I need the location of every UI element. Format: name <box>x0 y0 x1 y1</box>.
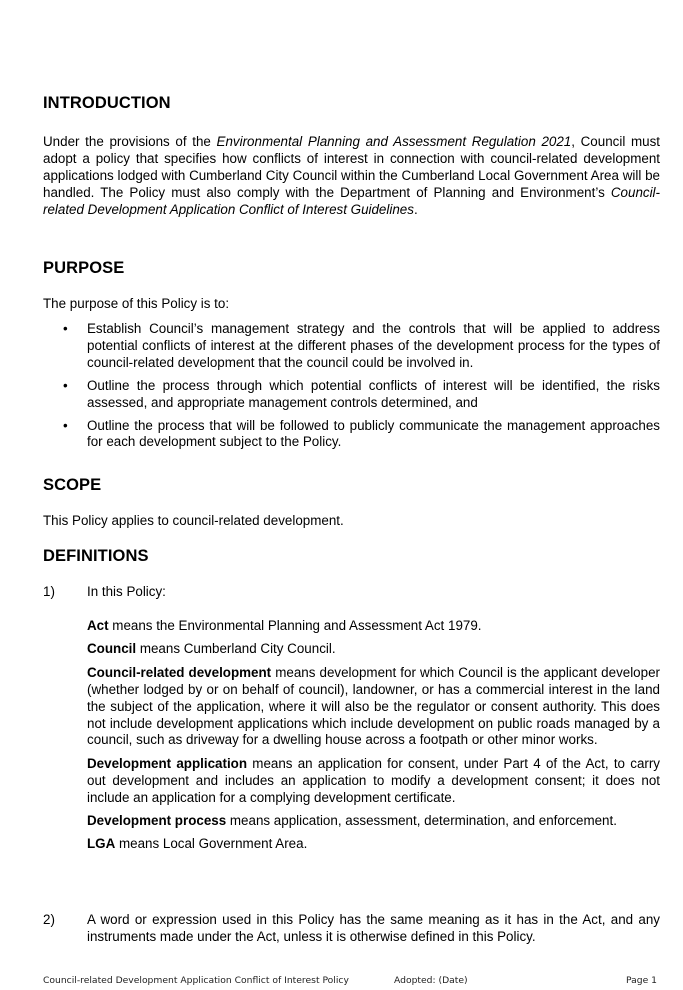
item-text: In this Policy: <box>87 584 166 599</box>
definition-item: Development application means an application for consent, under Part 4 of the Act, to carry out development and includes an application to modify a development consent; it does not include an application for a complying development certificate. <box>87 755 661 805</box>
definition-item: Council-related development means development for which Council is the applicant developer (whether lodged by or on behalf of council), landowner, or has a commercial interest in the land the subject of the application, where it will also be the regulator or consent authority. This does not include development applications which include development on public roads managed by a council, such as driveway for a dwelling house across a footpath or other minor works. <box>87 664 660 748</box>
item-number: 2) <box>43 912 55 927</box>
definition-item: Development process means application, assessment, determination, and enforcement. <box>87 813 617 829</box>
scope-text: This Policy applies to council-related development. <box>43 513 344 528</box>
purpose-bullet: • Outline the process that will be followed to publicly communicate the management approaches for each development subject to the Policy. <box>43 418 660 452</box>
footer-title: Council-related Development Application Conflict of Interest Policy <box>43 975 349 986</box>
footer-page-number: Page 1 <box>626 975 658 986</box>
purpose-bullet: • Outline the process through which potential conflicts of interest will be identified, the risks assessed, and appropriate management controls determined, and <box>43 378 660 412</box>
item-text: A word or expression used in this Policy has the same meaning as it has in the Act, and any instruments made under the Act, unless it is otherwise defined in this Policy. <box>87 912 660 944</box>
purpose-bullet: • Establish Council’s management strategy and the controls that will be applied to address potential conflicts of interest at the different phases of the development process for the types of council-related development that the council could be involved in. <box>43 321 660 372</box>
introduction-heading: INTRODUCTION <box>43 94 171 112</box>
introduction-paragraph: Under the provisions of the Environmental Planning and Assessment Regulation 2021, Council must adopt a policy that specifies how conflicts of interest in connection with council-related development applications lodged with Cumberland City Council within the Cumberland Local Government Area will be handled. The Policy must also comply with the Department of Planning and Environment’s Council-related Development Application Conflict of Interest Guidelines. <box>43 134 660 217</box>
definition-item: LGA means Local Government Area. <box>87 836 308 852</box>
scope-heading: SCOPE <box>43 476 102 494</box>
definition-item: Council means Cumberland City Council. <box>87 641 336 657</box>
definitions-heading: DEFINITIONS <box>43 547 149 565</box>
purpose-intro: The purpose of this Policy is to: <box>43 296 230 311</box>
definition-item: Act means the Environmental Planning and Assessment Act 1979. <box>87 618 482 633</box>
purpose-heading: PURPOSE <box>43 259 125 277</box>
item-number: 1) <box>43 584 55 599</box>
footer-adopted: Adopted: (Date) <box>394 975 468 986</box>
definitions-list <box>87 618 660 860</box>
purpose-list <box>43 321 660 457</box>
